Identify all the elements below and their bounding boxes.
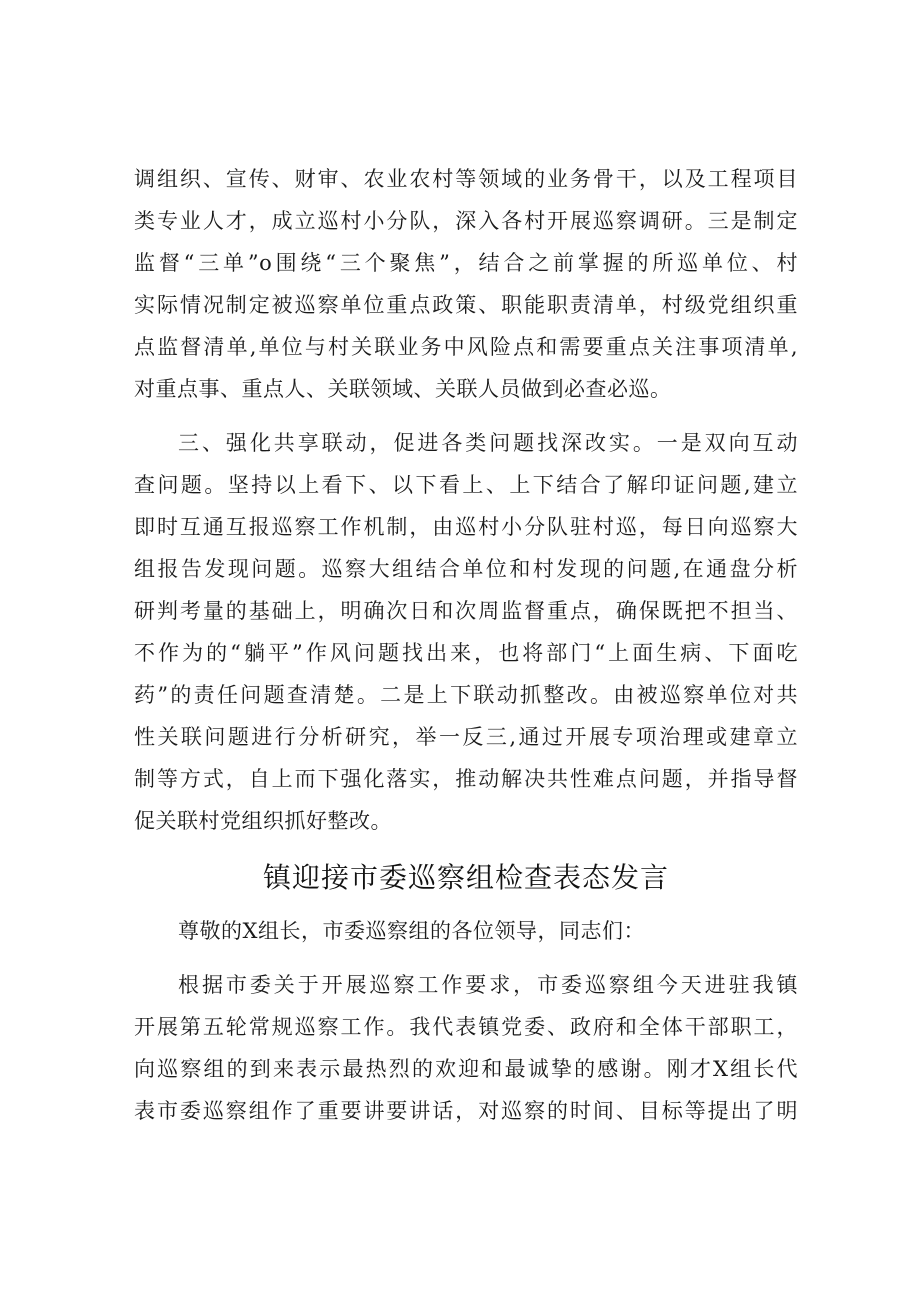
section-title: 镇迎接市委巡察组检查表态发言 [262, 861, 669, 894]
paragraph-line: 对重点事、重点人、关联领域、关联人员做到必查必巡。 [134, 377, 672, 401]
paragraph-line: 性关联问题进行分析研究，举一反三,通过开展专项治理或建章立 [134, 725, 798, 749]
paragraph-gap [134, 952, 798, 964]
paragraph-line: 表市委巡察组作了重要讲要讲话，对巡察的时间、目标等提出了明 [134, 1099, 798, 1123]
paragraph-line: 点监督清单,单位与村关联业务中风险点和需要重点关注事项清单, [134, 335, 798, 359]
paragraph-line: 根据市委关于开展巡察工作要求，市委巡察组今天进驻我镇 [178, 973, 798, 997]
paragraph-line: 组报告发现问题。巡察大组结合单位和村发现的问题,在通盘分析 [134, 557, 798, 581]
paragraph-gap [134, 410, 798, 422]
paragraph-line: 三、强化共享联动，促进各类问题找深改实。一是双向互动 [178, 431, 798, 455]
paragraph-line: 开展第五轮常规巡察工作。我代表镇党委、政府和全体干部职工， [134, 1015, 798, 1039]
paragraph-line: 向巡察组的到来表示最热烈的欢迎和最诚挚的感谢。刚才X组长代 [134, 1057, 798, 1081]
paragraph-line: 制等方式，自上而下强化落实，推动解决共性难点问题，并指导督 [134, 767, 798, 791]
paragraph-line: 类专业人才，成立巡村小分队，深入各村开展巡察调研。三是制定 [134, 209, 798, 233]
paragraph-1 [134, 158, 798, 410]
paragraph-line: 研判考量的基础上，明确次日和次周监督重点，确保既把不担当、 [134, 599, 798, 623]
paragraph-3 [134, 964, 798, 1132]
paragraph-line: 即时互通互报巡察工作机制，由巡村小分队驻村巡，每日向巡察大 [134, 515, 798, 539]
paragraph-line: 不作为的“躺平”作风问题找出来，也将部门“上面生病、下面吃 [134, 641, 798, 665]
paragraph-line: 调组织、宣传、财审、农业农村等领域的业务骨干，以及工程项目 [134, 167, 798, 191]
paragraph-2 [134, 422, 798, 842]
paragraph-line: 实际情况制定被巡察单位重点政策、职能职责清单，村级党组织重 [134, 293, 798, 317]
document-body [134, 158, 798, 1132]
paragraph-line: 药”的责任问题查清楚。二是上下联动抓整改。由被巡察单位对共 [134, 683, 798, 707]
paragraph-line: 促关联村党组织抓好整改。 [134, 809, 392, 833]
greeting-line: 尊敬的X组长，市委巡察组的各位领导，同志们： [178, 919, 645, 943]
paragraph-line: 监督“三单”o围绕“三个聚焦”，结合之前掌握的所巡单位、村 [134, 251, 798, 275]
paragraph-line: 查问题。坚持以上看下、以下看上、上下结合了解印证问题,建立 [134, 473, 798, 497]
